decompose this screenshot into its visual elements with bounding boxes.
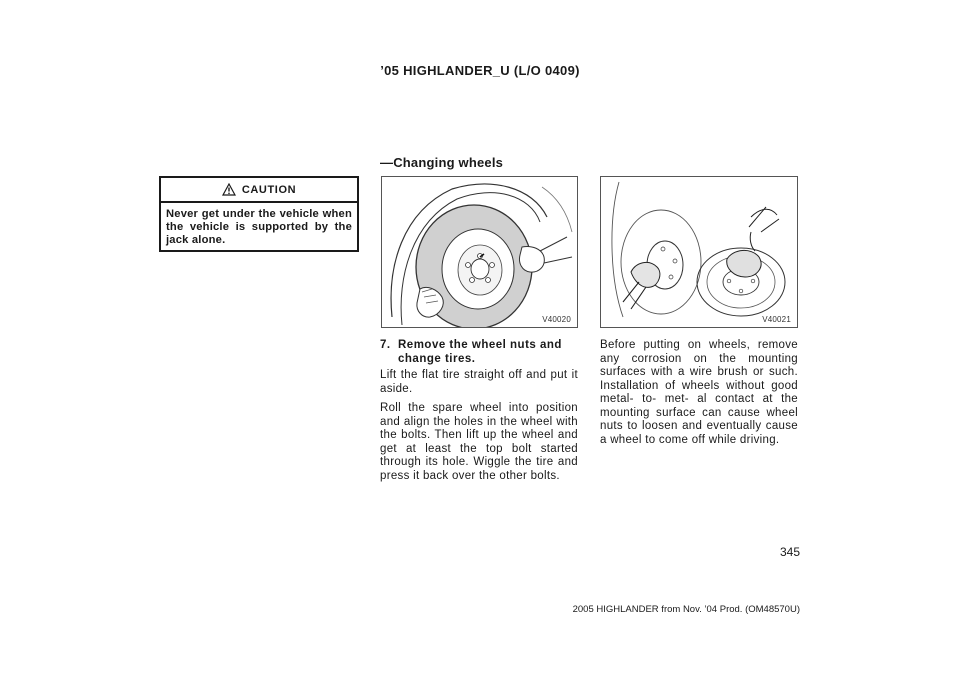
step-heading-line1: Remove the wheel nuts and xyxy=(398,339,562,351)
hub-cleaning-drawing xyxy=(601,177,797,327)
section-heading: —Changing wheels xyxy=(380,155,504,170)
caution-box xyxy=(159,176,359,252)
paragraph-lift-tire: Lift the flat tire straight off and put it aside. xyxy=(380,369,578,395)
warning-triangle-icon xyxy=(222,183,236,196)
figure-code: V40021 xyxy=(762,315,791,324)
paragraph-corrosion: Before putting on wheels, remove any corrosion on the mounting surfaces with a wire brush or such. Installation of wheels without good metal- to- met- al contact at the mounting surface can cause wheel nuts to loosen and eventually cause a wheel to come off while driving. xyxy=(600,339,798,446)
tire-removal-illustration xyxy=(381,176,578,328)
figure-code: V40020 xyxy=(542,315,571,324)
step-heading-line2: change tires. xyxy=(398,352,476,365)
step-heading xyxy=(380,339,578,366)
caution-header xyxy=(161,178,357,203)
paragraph-roll-spare: Roll the spare wheel into position and align the holes in the wheel with the bolts. Then lift up the wheel and get at least the top bolt started through its hole. Wiggle the tire and press it back over the other bolts. xyxy=(380,402,578,482)
hub-cleaning-illustration xyxy=(600,176,798,328)
tire-removal-drawing xyxy=(382,177,577,327)
caution-text: Never get under the vehicle when the vehicle is supported by the jack alone. xyxy=(166,208,352,246)
footer-text: 2005 HIGHLANDER from Nov. ’04 Prod. (OM48570U) xyxy=(572,604,800,615)
document-header-title: ’05 HIGHLANDER_U (L/O 0409) xyxy=(380,63,580,78)
caution-label: CAUTION xyxy=(241,183,297,196)
page-number: 345 xyxy=(779,545,800,559)
step-number: 7. xyxy=(380,339,391,351)
